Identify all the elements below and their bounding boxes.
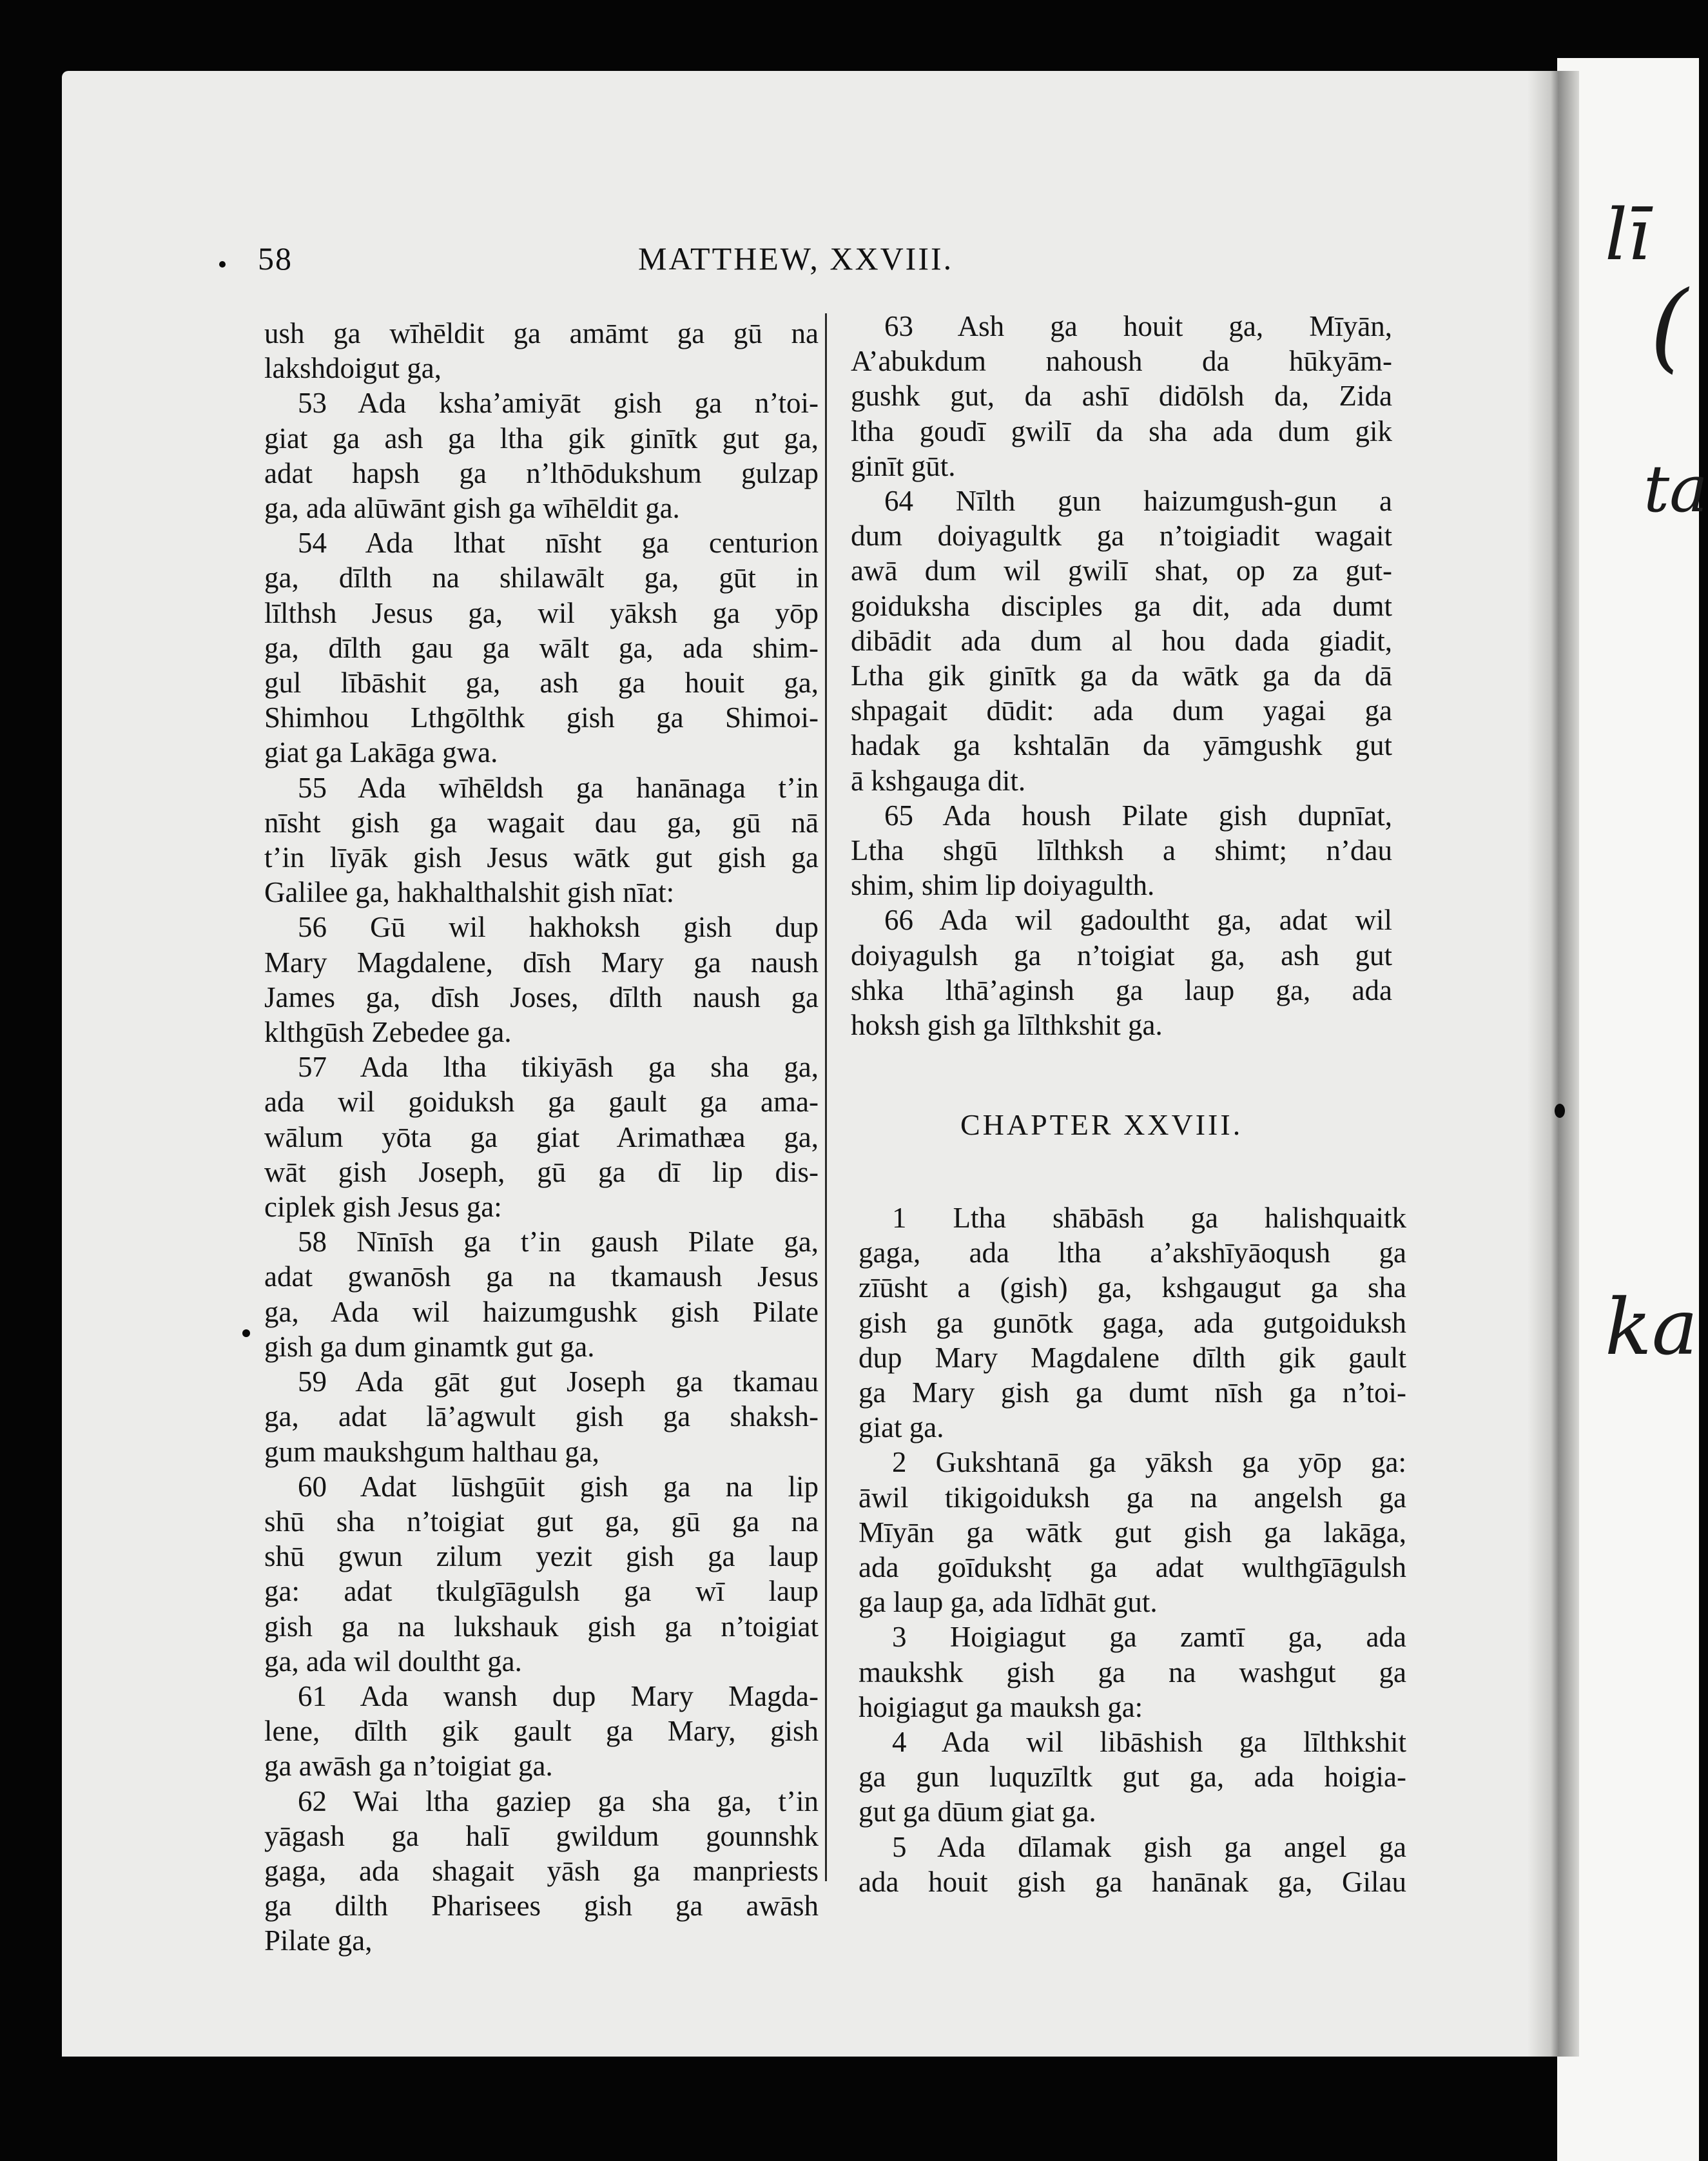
- text-line: gut ga dūum giat ga.: [859, 1795, 1096, 1828]
- text-line: līlthsh Jesus ga, wil yāksh ga yōp: [264, 596, 819, 629]
- text-line: ga awāsh ga n’toigiat ga.: [264, 1750, 553, 1783]
- text-line: adat gwanōsh ga na tkamaush Jesus: [264, 1260, 819, 1293]
- right-text-column-bottom: [859, 1200, 1406, 1899]
- text-line: 61 Ada wansh dup Mary Magda-: [298, 1679, 819, 1712]
- text-line: wālum yōta ga giat Arimathæa ga,: [264, 1120, 819, 1153]
- handwritten-mark: lī: [1605, 193, 1651, 276]
- running-header: [258, 240, 1096, 291]
- text-line: giat ga.: [859, 1411, 944, 1444]
- text-line: klthgūsh Zebedee ga.: [264, 1016, 512, 1049]
- text-line: Galilee ga, hakhalthalshit gish nīat:: [264, 876, 675, 909]
- text-line: Shimhou Lthgōlthk gish ga Shimoi-: [264, 701, 819, 734]
- text-line: ush ga wīhēldit ga amāmt ga gū na: [264, 317, 819, 349]
- text-line: ga, ada wil doultht ga.: [264, 1645, 522, 1677]
- text-line: ada houit gish ga hanānak ga, Gilau: [859, 1865, 1406, 1898]
- text-line: t’in līyāk gish Jesus wātk gut gish ga: [264, 841, 819, 874]
- text-line: ga, ada alūwānt gish ga wīhēldit ga.: [264, 492, 680, 525]
- text-line: ada wil goiduksh ga gault ga ama-: [264, 1086, 819, 1119]
- left-text-column: [264, 316, 819, 1959]
- text-line: doiyagulsh ga n’toigiat ga, ash gut: [851, 939, 1392, 972]
- text-line: gaga, ada ltha a’akshīyāoqush ga: [859, 1237, 1406, 1269]
- scan-speck: [219, 261, 226, 268]
- text-line: gum maukshgum halthau ga,: [264, 1435, 599, 1468]
- text-line: gaga, ada shagait yāsh ga manpriests: [264, 1854, 819, 1887]
- text-line: shka lthā’aginsh ga laup ga, ada: [851, 973, 1392, 1006]
- text-line: ga, dīlth gau ga wālt ga, ada shim-: [264, 631, 819, 664]
- text-line: ga, adat lā’agwult gish ga shaksh-: [264, 1400, 819, 1433]
- page-gutter: [1528, 71, 1579, 2057]
- running-title: MATTHEW, XXVIII.: [638, 240, 954, 277]
- text-line: shū gwun zilum yezit gish ga laup: [264, 1540, 819, 1573]
- text-line: dum doiyagultk ga n’toigiadit wagait: [851, 520, 1392, 552]
- right-text-column-top: [851, 309, 1392, 1042]
- text-line: ada goīdukshṭ ga adat wulthgīāgulsh: [859, 1551, 1406, 1584]
- handwritten-mark: (: [1650, 271, 1688, 383]
- text-line: 66 Ada wil gadoultht ga, adat wil: [884, 904, 1392, 937]
- text-line: 3 Hoigiagut ga zamtī ga, ada: [892, 1621, 1406, 1654]
- text-line: ltha goudī gwilī da sha ada dum gik: [851, 415, 1392, 447]
- text-line: ga Mary gish ga dumt nīsh ga n’toi-: [859, 1376, 1406, 1409]
- text-line: James ga, dīsh Joses, dīlth naush ga: [264, 981, 819, 1013]
- text-line: gish ga gunōtk gaga, ada gutgoiduksh: [859, 1306, 1406, 1339]
- text-line: gish ga na lukshauk gish ga n’toigiat: [264, 1610, 819, 1643]
- text-line: 60 Adat lūshgūit gish ga na lip: [298, 1470, 819, 1503]
- text-line: gushk gut, da ashī didōlsh da, Zida: [851, 380, 1392, 413]
- text-line: āwil tikigoiduksh ga na angelsh ga: [859, 1481, 1406, 1514]
- text-line: gul lībāshit ga, ash ga houit ga,: [264, 667, 819, 699]
- text-line: 1 Ltha shābāsh ga halishquaitk: [892, 1202, 1406, 1234]
- page-number: 58: [258, 240, 293, 277]
- text-line: Pilate ga,: [264, 1924, 373, 1957]
- text-line: Ltha shgū līlthksh a shimt; n’dau: [851, 834, 1392, 867]
- text-line: 2 Gukshtanā ga yāksh ga yōp ga:: [892, 1446, 1406, 1479]
- text-line: 54 Ada lthat nīsht ga centurion: [298, 527, 819, 560]
- text-line: goiduksha disciples ga dit, ada dumt: [851, 589, 1392, 622]
- text-line: Mary Magdalene, dīsh Mary ga naush: [264, 946, 819, 979]
- text-line: Mīyān ga wātk gut gish ga lakāga,: [859, 1516, 1406, 1549]
- text-line: ciplek gish Jesus ga:: [264, 1191, 502, 1224]
- text-line: hoksh gish ga līlthkshit ga.: [851, 1009, 1163, 1042]
- text-line: shū sha n’toigiat gut ga, gū ga na: [264, 1505, 819, 1538]
- text-line: shpagait dūdit: ada dum yagai ga: [851, 694, 1392, 727]
- text-line: 4 Ada wil libāshish ga līlthkshit: [892, 1726, 1406, 1759]
- text-line: maukshk gish ga na washgut ga: [859, 1656, 1406, 1688]
- text-line: A’abukdum nahoush da hūkyām-: [851, 345, 1392, 378]
- text-line: ga dilth Pharisees gish ga awāsh: [264, 1890, 819, 1922]
- text-line: dibādit ada dum al hou dada giadit,: [851, 624, 1392, 657]
- text-line: adat hapsh ga n’lthōdukshum gulzap: [264, 456, 819, 489]
- text-line: 65 Ada housh Pilate gish dupnīat,: [884, 799, 1392, 832]
- text-line: giat ga ash ga ltha gik ginītk gut ga,: [264, 422, 819, 455]
- text-line: awā dum wil gwilī shat, op za gut-: [851, 554, 1392, 587]
- text-line: 64 Nīlth gun haizumgush-gun a: [884, 485, 1392, 518]
- scan-speck: [1555, 1104, 1565, 1118]
- text-line: lene, dīlth gik gault ga Mary, gish: [264, 1715, 819, 1748]
- text-line: 63 Ash ga houit ga, Mīyān,: [884, 310, 1392, 342]
- chapter-heading: CHAPTER XXVIII.: [960, 1108, 1243, 1141]
- scan-speck: [242, 1329, 250, 1337]
- text-line: Ltha gik ginītk ga da wātk ga da dā: [851, 660, 1392, 692]
- text-line: lakshdoigut ga,: [264, 352, 442, 385]
- text-line: 56 Gū wil hakhoksh gish dup: [298, 911, 819, 944]
- text-line: 55 Ada wīhēldsh ga hanānaga t’in: [298, 771, 819, 804]
- text-line: nīsht gish ga wagait dau ga, gū nā: [264, 806, 819, 839]
- text-line: zīūsht a (gish) ga, kshgaugut ga sha: [859, 1271, 1406, 1304]
- text-line: ā kshgauga dit.: [851, 764, 1026, 797]
- text-line: ga laup ga, ada līdhāt gut.: [859, 1586, 1158, 1619]
- text-line: wāt gish Joseph, gū ga dī lip dis-: [264, 1155, 819, 1188]
- column-divider: [825, 313, 827, 1881]
- text-line: ga gun luquzīltk gut ga, ada hoigia-: [859, 1761, 1406, 1794]
- text-line: dup Mary Magdalene dīlth gik gault: [859, 1341, 1406, 1374]
- text-line: hoigiagut ga mauksh ga:: [859, 1690, 1143, 1723]
- handwritten-mark: ta: [1644, 451, 1708, 527]
- text-line: 59 Ada gāt gut Joseph ga tkamau: [298, 1365, 819, 1398]
- text-line: giat ga Lakāga gwa.: [264, 736, 498, 769]
- handwritten-mark: ka: [1605, 1283, 1698, 1373]
- text-line: gish ga dum ginamtk gut ga.: [264, 1330, 595, 1363]
- text-line: ga, dīlth na shilawālt ga, gūt in: [264, 562, 819, 594]
- text-line: yāgash ga halī gwildum gounnshk: [264, 1819, 819, 1852]
- text-line: 58 Nīnīsh ga t’in gaush Pilate ga,: [298, 1226, 819, 1258]
- text-line: 53 Ada ksha’amiyāt gish ga n’toi-: [298, 387, 819, 420]
- text-line: hadak ga kshtalān da yāmgushk gut: [851, 729, 1392, 762]
- text-line: 5 Ada dīlamak gish ga angel ga: [892, 1830, 1406, 1863]
- text-line: 62 Wai ltha gaziep ga sha ga, t’in: [298, 1785, 819, 1817]
- text-line: ga, Ada wil haizumgushk gish Pilate: [264, 1295, 819, 1328]
- text-line: ginīt gūt.: [851, 449, 956, 482]
- text-line: 57 Ada ltha tikiyāsh ga sha ga,: [298, 1051, 819, 1084]
- text-line: shim, shim lip doiyagulth.: [851, 869, 1155, 902]
- text-line: ga: adat tkulgīāgulsh ga wī laup: [264, 1575, 819, 1608]
